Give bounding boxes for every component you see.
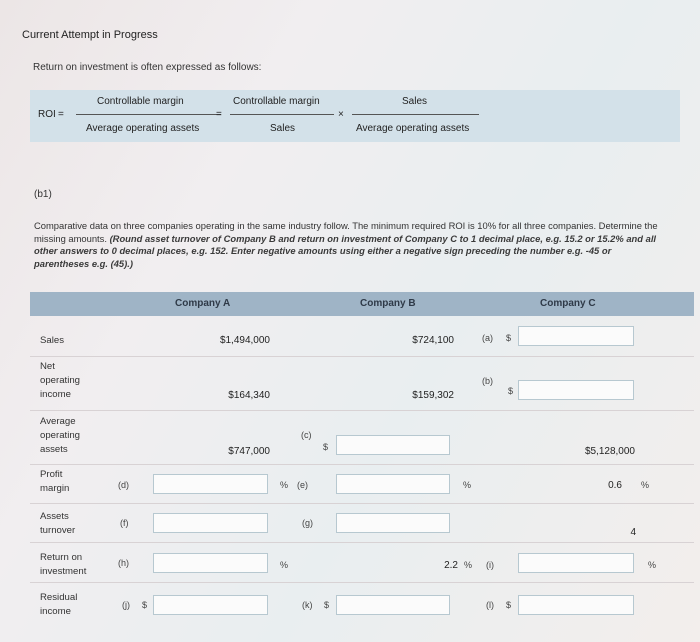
formula-equals-1: = (58, 109, 64, 120)
row-label-noi-line3: income (40, 389, 71, 400)
row-divider (30, 503, 694, 504)
formula-numerator-1: Controllable margin (97, 96, 184, 107)
formula-numerator-2: Controllable margin (233, 96, 320, 107)
row-label-assets-turnover (40, 510, 75, 538)
input-f-turnover-company-a[interactable] (153, 513, 268, 533)
formula-denominator-2: Sales (270, 123, 296, 134)
row-label-noi-line2: operating (40, 375, 81, 386)
row-label-roi (40, 551, 86, 579)
percent-sign: % (464, 560, 473, 570)
row-label-noi-line1: Net (40, 361, 55, 372)
intro-text: Return on investment is often expressed as follows: (33, 62, 262, 73)
row-label-profit-margin (40, 468, 69, 496)
col-company-c: Company C (540, 298, 596, 309)
row-label-noi (40, 360, 80, 402)
input-l-residual-company-c[interactable] (518, 595, 634, 615)
row-label-assets (40, 415, 80, 457)
dollar-sign: $ (506, 333, 512, 343)
instructions-rounding: (Round asset turnover of Company B and return on investment of Company C to 1 decimal place, e.g. 15.2 or 15.2% and all other answers to 0 decimal places, e.g. 152. Enter negative amounts using either a negative sign preceding the number e.g. -45 or parentheses e.g. (45).) (34, 232, 657, 269)
percent-sign: % (280, 560, 289, 570)
mark-c: (c) (301, 430, 312, 440)
dollar-sign: $ (142, 600, 148, 610)
table-header (30, 292, 694, 316)
mark-i: (i) (486, 560, 494, 570)
row-label-roi-line1: Return on (40, 552, 83, 563)
mark-j: (j) (122, 600, 130, 610)
formula-roi: ROI (38, 109, 56, 120)
page-title: Current Attempt in Progress (22, 29, 158, 41)
mark-k: (k) (302, 600, 313, 610)
assets-company-a: $747,000 (228, 446, 270, 457)
row-label-assets-line2: operating (40, 430, 81, 441)
row-divider (30, 410, 694, 411)
dollar-sign: $ (324, 600, 330, 610)
row-label-assets-line3: assets (40, 444, 68, 455)
formula-denominator-3: Average operating assets (356, 123, 470, 134)
input-c-assets-company-b[interactable] (336, 435, 450, 455)
roi-formula (30, 90, 680, 142)
input-e-margin-company-b[interactable] (336, 474, 450, 494)
col-company-b: Company B (360, 298, 416, 309)
input-h-roi-company-a[interactable] (153, 553, 268, 573)
formula-times: × (338, 109, 344, 120)
row-label-turnover-line1: Assets (40, 511, 69, 522)
row-label-residual-income (40, 591, 77, 619)
assets-company-c: $5,128,000 (584, 446, 635, 457)
input-a-sales-company-c[interactable] (518, 326, 634, 346)
instructions (34, 220, 664, 270)
sales-company-b: $724,100 (412, 335, 454, 346)
row-label-sales: Sales (40, 335, 64, 346)
dollar-sign: $ (323, 442, 329, 452)
roi-company-b: 2.2 (444, 560, 458, 571)
row-label-roi-line2: investment (40, 566, 87, 577)
input-g-turnover-company-b[interactable] (336, 513, 450, 533)
col-company-a: Company A (175, 298, 231, 309)
percent-sign: % (463, 480, 472, 490)
formula-numerator-3: Sales (402, 96, 428, 107)
mark-e: (e) (297, 480, 308, 490)
percent-sign: % (641, 480, 650, 490)
percent-sign: % (648, 560, 657, 570)
row-label-margin-line2: margin (40, 483, 70, 494)
mark-l: (l) (486, 600, 494, 610)
row-label-assets-line1: Average (40, 416, 76, 427)
input-j-residual-company-a[interactable] (153, 595, 268, 615)
noi-company-b: $159,302 (412, 390, 454, 401)
fraction-line-2 (230, 114, 334, 115)
mark-b: (b) (482, 376, 493, 386)
formula-denominator-1: Average operating assets (86, 123, 200, 134)
fraction-line-1 (76, 114, 221, 115)
section-label: (b1) (34, 189, 52, 200)
row-divider (30, 464, 694, 465)
mark-d: (d) (118, 480, 129, 490)
mark-g: (g) (302, 518, 313, 528)
input-d-margin-company-a[interactable] (153, 474, 268, 494)
fraction-line-3 (352, 114, 479, 115)
dollar-sign: $ (506, 600, 512, 610)
row-label-residual-line1: Residual (40, 592, 78, 603)
row-label-residual-line2: income (40, 606, 71, 617)
sales-company-a: $1,494,000 (219, 335, 270, 346)
input-k-residual-company-b[interactable] (336, 595, 450, 615)
row-label-turnover-line2: turnover (40, 525, 76, 536)
input-b-noi-company-c[interactable] (518, 380, 634, 400)
input-i-roi-company-c[interactable] (518, 553, 634, 573)
turnover-company-c: 4 (630, 527, 636, 538)
row-label-margin-line1: Profit (40, 469, 63, 480)
mark-h: (h) (118, 558, 129, 568)
row-divider (30, 356, 694, 357)
row-divider (30, 542, 694, 543)
comparison-table (30, 292, 694, 630)
noi-company-a: $164,340 (228, 390, 270, 401)
percent-sign: % (280, 480, 289, 490)
margin-company-c: 0.6 (608, 480, 622, 491)
instructions-text: Comparative data on three companies operating in the same industry follow. The minimum required ROI is 10% for all three companies. Determine the missing amounts. (34, 220, 658, 244)
mark-f: (f) (120, 518, 129, 528)
row-divider (30, 582, 694, 583)
formula-equals-2: = (216, 109, 222, 120)
dollar-sign: $ (508, 386, 514, 396)
mark-a: (a) (482, 333, 493, 343)
